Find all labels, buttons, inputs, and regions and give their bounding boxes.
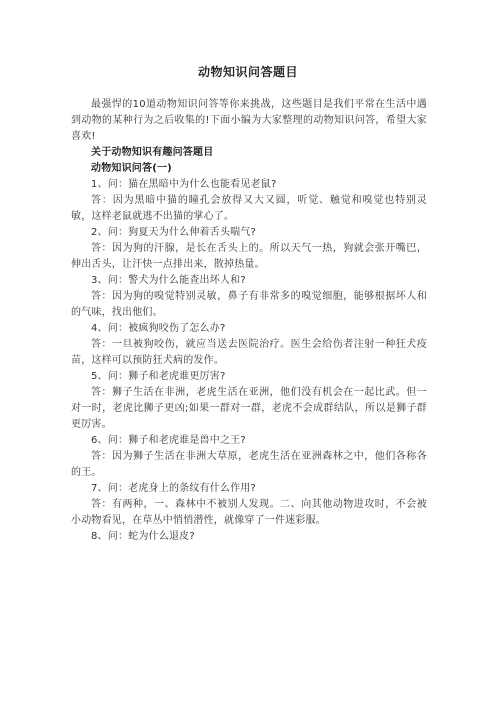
question-2: 2、问：狗夏天为什么伸着舌头喘气? [91,227,257,238]
answer-1: 答：因为黑暗中猫的瞳孔会放得又大又圆，听觉、触觉和嗅觉也特别灵敏，这样老鼠就逃不出猫的掌心了。 [71,195,427,222]
answer-4: 答：一旦被狗咬伤，就应当送去医院治疗。医生会给伤者注射一种狂犬疫苗，这样可以预防狂犬病的发作。 [71,339,427,366]
intro-paragraph: 最强悍的10道动物知识问答等你来挑战，这些题目是我们平常在生活中遇到动物的某种行为之后收集的!下面小编为大家整理的动物知识问答，希望大家喜欢! [71,99,427,142]
question-1: 1、问：猫在黑暗中为什么也能看见老鼠? [91,179,277,190]
answer-2: 答：因为狗的汗腺，是长在舌头上的。所以天气一热，狗就会张开嘴巴，伸出舌头，让汗快一点排出来，散掉热量。 [71,243,427,270]
question-5: 5、问：狮子和老虎谁更厉害? [91,371,226,382]
document-body [71,97,427,545]
section-heading: 关于动物知识有趣问答题目 [91,147,214,158]
answer-3: 答：因为狗的嗅觉特别灵敏，鼻子有非常多的嗅觉细胞，能够根据坏人和的气味，找出他们。 [71,291,427,318]
answer-7: 答：有两种，一、森林中不被别人发现。二、向其他动物进攻时，不会被小动物看见，在草丛中悄悄潜性，就像穿了一件迷彩服。 [71,499,427,526]
subsection-heading: 动物知识问答(一) [91,163,172,174]
question-8: 8、问：蛇为什么退皮? [91,531,195,542]
question-6: 6、问：狮子和老虎谁是兽中之王? [91,435,246,446]
answer-5: 答：狮子生活在非洲，老虎生活在亚洲，他们没有机会在一起比武。但一对一时，老虎比狮子更凶;如果一群对一群，老虎不会成群结队，所以是狮子群更厉害。 [71,387,427,430]
answer-6: 答：因为狮子生活在非洲大草原，老虎生活在亚洲森林之中，他们各称各的王。 [71,451,427,478]
document-title: 动物知识问答题目 [197,65,298,79]
question-4: 4、问：被疯狗咬伤了怎么办? [91,323,226,334]
question-3: 3、问：警犬为什么能查出坏人和? [91,275,246,286]
question-7: 7、问：老虎身上的条纹有什么作用? [91,483,257,494]
